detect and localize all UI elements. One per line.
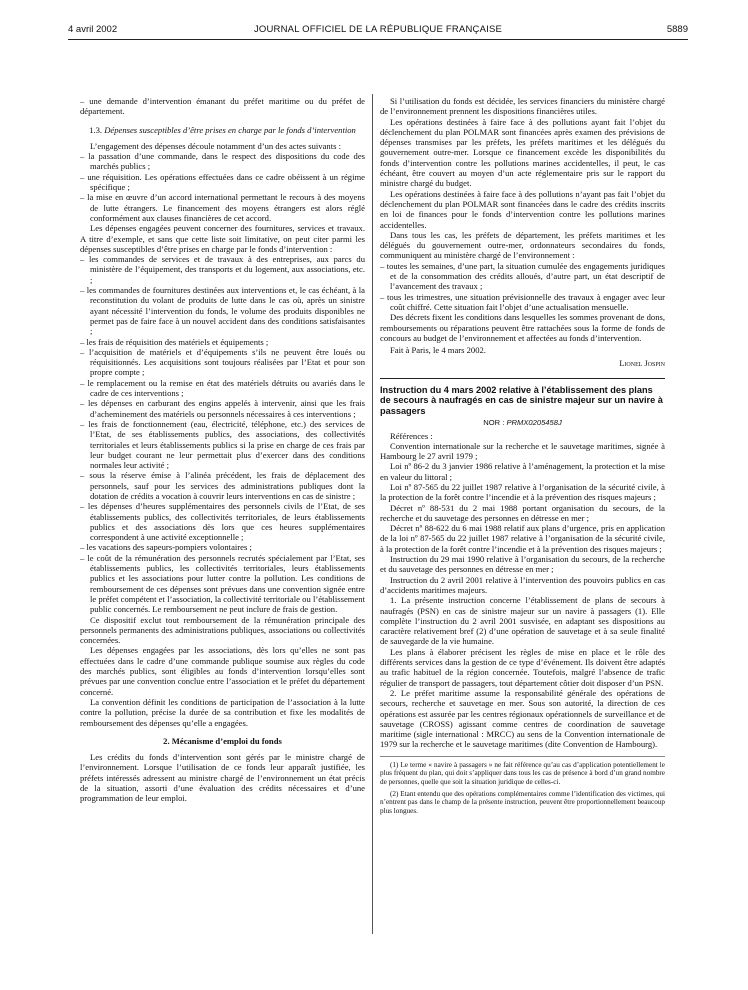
- references-label: Références :: [390, 430, 433, 441]
- paragraph: Des décrets fixent les conditions dans lesquelles les sommes provenant de dons, remboursements ou réparations peuvent être rattachées sous la forme de fonds de concours au budget de l’environnement et affectées au fonds d’intervention.: [380, 312, 665, 343]
- instruction-block: [380, 378, 665, 750]
- nor-label: NOR :: [483, 418, 505, 428]
- list-item: – les frais de réquisition des matériels et équipements ;: [80, 336, 269, 347]
- section-heading: 2. Mécanisme d’emploi du fonds: [163, 735, 282, 746]
- nor-reference: [380, 418, 665, 428]
- journal-title: JOURNAL OFFICIEL DE LA RÉPUBLIQUE FRANÇAISE: [253, 24, 503, 35]
- subsection-title: Dépenses susceptibles d’être prises en charge par le fonds d’intervention: [104, 124, 356, 135]
- paragraph: – une demande d’intervention émanant du préfet maritime ou du préfet de département.: [80, 96, 365, 117]
- list-item: – les commandes de fournitures destinées aux interventions et, le cas échéant, à la reconstitution du volant de produits de lutte dans le cas où, après un sinistre ayant nécessité l’intervention du fonds, le volume des produits disponibles ne permet pas de faire face à un nouvel accident dans des conditions satisfaisantes ;: [80, 285, 365, 337]
- list-item: – la passation d’une commande, dans le respect des dispositions du code des marchés publics ;: [80, 151, 365, 172]
- footnote: (1) Le terme « navire à passagers » ne fait référence qu’au cas d’application potentiellement le plus fréquent du plan, qui doit s’appliquer dans tous les cas de présence à bord d’un grand nombre de personnes, quelle que soit la situation juridique de celles-ci.: [380, 760, 665, 786]
- page-header: [68, 24, 688, 38]
- header-date: 4 avril 2002: [68, 24, 118, 35]
- paragraph: 2. Le préfet maritime assume la responsabilité générale des opérations de secours, recherche et sauvetage en mer. Sous son autorité, la direction de ces opérations est assurée par les centres régionaux opérationnels de surveillance et de sauvetage (CROSS) agissant comme centres de coordination de sauvetage maritime (sigle international : MRCC) au sens de la Convention internationale de 1979 sur la recherche et le sauvetage maritimes (dite Convention de Hambourg).: [380, 687, 665, 750]
- reference-item: Convention internationale sur la recherche et le sauvetage maritimes, signée à Hambourg le 27 avril 1979 ;: [380, 440, 665, 462]
- reference-item: Loi nº 86-2 du 3 janvier 1986 relative à l’aménagement, la protection et la mise en valeur du littoral ;: [380, 461, 665, 482]
- left-column: [80, 96, 365, 804]
- header-rule: [68, 39, 688, 40]
- list-item: – sous la réserve émise à l’alinéa précédent, les frais de déplacement des personnels, sauf pour les services des administrations publiques dont la dotation de crédits a vocation à couvrir leurs interventions en cas de sinistre ;: [80, 470, 365, 501]
- list-item: – les dépenses en carburant des engins appelés à intervenir, ainsi que les frais d’acheminement des matériels ou personnels nécessaires à ces interventions ;: [80, 398, 365, 419]
- list-item: – la mise en œuvre d’un accord international permettant le recours à des moyens de lutte étrangers. Le financement des moyens étrangers est alors réglé conformément aux clauses financières de cet accord.: [80, 192, 365, 223]
- paragraph: 1. La présente instruction concerne l’établissement de plans de secours à naufragés (PSN) en cas de sinistre majeur sur un navire à passagers (1). Elle complète l’instruction du 2 avril 2001 susvisée, en adaptant ses dispositions au caractère relativement bref (2) d’une opération de sauvetage et à sa seule finalité de sauvegarde de la vie humaine.: [380, 595, 665, 647]
- right-column: [380, 96, 665, 819]
- paragraph: La convention définit les conditions de participation de l’association à la lutte contre la pollution, précise la durée de sa contribution et fixe les modalités de remboursement des dépenses qu’elle a engagées.: [80, 696, 365, 728]
- paragraph: Ce dispositif exclut tout remboursement de la rémunération principale des personnels permanents des administrations publiques, associations ou collectivités concernées.: [80, 614, 365, 646]
- footnote: (2) Etant entendu que des opérations complémentaires comme l’identification des victimes, qui n’entrent pas dans le champ de la présente instruction, peuvent être proportionnellement beaucoup plus longues.: [380, 789, 665, 815]
- reference-item: Décret nº 88-531 du 2 mai 1988 portant organisation du secours, de la recherche et du sauvetage des personnes en détresse en mer ;: [380, 502, 665, 523]
- paragraph: Si l’utilisation du fonds est décidée, les services financiers du ministère chargé de l’environnement prennent les dispositions financières utiles.: [380, 96, 665, 117]
- list-item: – les commandes de services et de travaux à des entreprises, aux parcs du ministère de l’équipement, des transports et du logement, aux associations, etc. ;: [80, 254, 365, 285]
- subsection-heading: [80, 125, 365, 135]
- paragraph: Les dépenses engagées peuvent concerner des fournitures, services et travaux. A titre d’exemple, et sans que cette liste soit limitative, on peut citer parmi les dépenses susceptibles d’être prises en charge par le fonds d’intervention :: [80, 223, 365, 254]
- acts-list: [80, 151, 365, 223]
- instruction-title: Instruction du 4 mars 2002 relative à l’établissement des plans de secours à naufragés en cas de sinistre majeur sur un navire à passagers: [380, 384, 663, 416]
- paragraph: Les opérations destinées à faire face à des pollutions n’ayant pas fait l’objet du déclenchement du plan POLMAR sont financées dans le cadre des crédits inscrits en loi de finances pour le fonds d’intervention contre les pollutions marines accidentelles.: [380, 188, 665, 230]
- paragraph: L’engagement des dépenses découle notamment d’un des actes suivants :: [90, 140, 341, 151]
- paragraph: Dans tous les cas, les préfets de département, les préfets maritimes et les délégués du gouvernement outre-mer, ordonnateurs secondaires du fonds, communiquent au ministère chargé de l’environnement :: [380, 229, 665, 261]
- paragraph: Les plans à élaborer précisent les règles de mise en place et le rôle des différents services dans la gestion de ce type d’événement. Ils doivent être adaptés au trafic habituel de la région concernée. Toutefois, malgré l’absence de trafic régulier de transport de passagers, tout département côtier doit disposer d’un PSN.: [380, 646, 665, 688]
- paragraph: Les dépenses engagées par les associations, dès lors qu’elles ne sont pas effectuées dans le cadre d’une commande publique soumise aux règles du code des marchés publics, sont éligibles au fonds d’intervention lorsqu’elles sont prévues par une convention conclue entre l’association et le préfet du département concerné.: [80, 645, 365, 697]
- expenses-list: [80, 254, 365, 614]
- list-item: – les frais de fonctionnement (eau, électricité, téléphone, etc.) des services de l’Etat, de ses établissements publics, des associations, des collectivités territoriales et leurs établissements publics si la prise en charge de ces frais par leur budget courant ne leur permettait plus d’exercer dans des conditions normales leur activité ;: [80, 418, 365, 471]
- signature: Lionel Jospin: [619, 359, 665, 369]
- reference-item: Instruction du 2 avril 2001 relative à l’intervention des pouvoirs publics en cas d’accidents maritimes majeurs.: [380, 574, 665, 595]
- nor-code: PRMX0205458J: [506, 418, 562, 428]
- list-item: – une réquisition. Les opérations effectuées dans ce cadre obéissent à un régime spécifique ;: [80, 171, 365, 193]
- list-item: – le remplacement ou la remise en état des matériels détruits ou avariés dans le cadre de ces interventions ;: [80, 377, 365, 399]
- place-date: Fait à Paris, le 4 mars 2002.: [390, 345, 486, 356]
- reference-item: Décret nº 88-622 du 6 mai 1988 relatif aux plans d’urgence, pris en application de la loi nº 87-565 du 22 juillet 1987 relative à l’organisation de la sécurité civile, à la protection de la forêt contre l’incendie et à la prévention des risques majeurs ;: [380, 523, 665, 554]
- page-number: 5889: [666, 24, 688, 35]
- reference-item: Loi nº 87-565 du 22 juillet 1987 relative à l’organisation de la sécurité civile, à la protection de la forêt contre l’incendie et à la prévention des risques majeurs ;: [380, 482, 665, 503]
- footnotes: [380, 756, 665, 815]
- paragraph: Les opérations destinées à faire face à des pollutions ayant fait l’objet du déclenchement du plan POLMAR sont financées après examen des prévisions de dépenses transmises par les préfets, les préfets maritimes et les délégués du gouvernement outre-mer. Lorsque ce financement excède les disponibilités du fonds d’intervention contre les pollutions marines accidentelles, il peut, le cas échéant, être couvert au moyen d’un acte réglementaire pris sur le rapport du ministre chargé du budget.: [380, 116, 665, 189]
- list-item: – les vacations des sapeurs-pompiers volontaires ;: [80, 542, 252, 553]
- list-item: – tous les trimestres, une situation prévisionnelle des travaux à engager avec leur coût chiffré. Cette situation fait l’objet d’une actualisation mensuelle.: [380, 291, 665, 312]
- paragraph: Les crédits du fonds d’intervention sont gérés par le ministre chargé de l’environnement. Lorsque l’utilisation de ce fonds leur apparaît justifiée, les préfets intéressés adressent au ministre chargé de l’environnement un état précis de la situation, assorti d’une évaluation des crédits nécessaires et d’une programmation de leur emploi.: [80, 752, 365, 804]
- subsection-number: 1.3.: [89, 124, 103, 135]
- column-divider: [372, 94, 373, 934]
- list-item: – le coût de la rémunération des personnels recrutés spécialement par l’Etat, ses établissements publics, les collectivités territoriales, leurs établissements publics et les associations pour lutter contre la pollution. Les conditions de remboursement de ces dépenses sont prévues dans une convention signée entre le préfet compétent et l’association, la collectivité territoriale ou l’établissement public concernés. Le remboursement ne peut inclure de frais de gestion.: [80, 552, 365, 615]
- reference-item: Instruction du 29 mai 1990 relative à l’organisation du secours, de la recherche et du sauvetage des personnes en détresse en mer ;: [380, 554, 665, 575]
- list-item: – les dépenses d’heures supplémentaires des personnels civils de l’Etat, de ses établissements publics, des collectivités territoriales, de leurs établissements publics et des associations dès lors que ces heures supplémentaires correspondent à une activité exceptionnelle ;: [80, 501, 365, 543]
- reporting-list: [380, 261, 665, 312]
- list-item: – l’acquisition de matériels et d’équipements s’ils ne peuvent être loués ou réquisitionnés. Les acquisitions sont toujours réalisées par l’Etat et pour son propre compte ;: [80, 346, 365, 378]
- list-item: – toutes les semaines, d’une part, la situation cumulée des engagements juridiques et de la consommation des crédits alloués, d’autre part, un état descriptif de l’avancement des travaux ;: [380, 260, 665, 292]
